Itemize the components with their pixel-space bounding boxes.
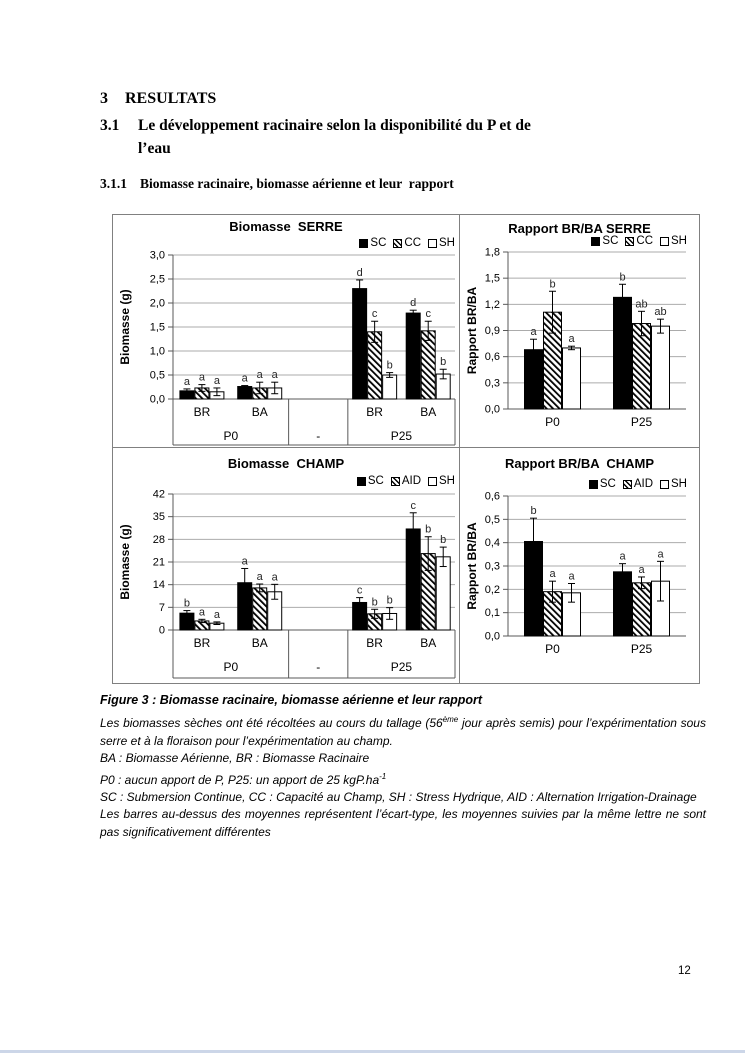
y-tick-label: 35 [152,511,165,524]
significance-letter: b [530,505,537,518]
y-tick-label: 2,0 [149,297,165,310]
legend-label: AID [633,478,654,490]
legend-label: SC [599,478,616,490]
significance-letter: d [356,266,363,279]
heading-number: 3.1 [100,117,120,134]
x-sublabel: BR [366,636,383,650]
bar-CC [421,331,435,399]
chart-title: Biomasse CHAMP [227,456,345,471]
significance-letter: a [241,372,248,385]
bar-SC [614,297,632,409]
significance-letter: d [410,297,417,310]
significance-letter: a [657,548,664,561]
bar-SC [353,289,367,399]
significance-letter: b [440,356,447,369]
y-axis-label: Biomasse (g) [118,524,132,600]
x-category-label: P0 [223,660,239,674]
legend-label: SC [602,235,619,247]
significance-letter: a [198,606,205,619]
bar-SH [563,348,581,409]
significance-letter: a [256,369,263,382]
y-tick-label: 0,0 [484,630,500,643]
significance-letter: ab [635,298,648,311]
y-tick-label: 0,0 [484,403,500,416]
heading-text: Le développement racinaire selon la disponibilité du P et de l’eau [138,117,531,157]
y-axis-label: Rapport BR/BA [465,522,479,610]
chart-title: Rapport BR/BA SERRE [508,221,651,236]
significance-letter: a [183,375,190,388]
chart-biomasse-serre [113,215,459,447]
significance-letter: a [568,570,575,583]
significance-letter: a [271,571,278,584]
y-tick-label: 2,5 [149,273,165,286]
heading-results [100,90,216,108]
y-tick-label: 28 [152,533,165,546]
significance-letter: a [619,550,626,563]
x-sublabel: BA [251,405,268,419]
significance-letter: a [213,374,220,387]
x-category-label: P0 [545,415,560,429]
x-category-label: P0 [223,429,239,443]
x-category-label: P25 [390,660,413,674]
y-tick-label: 1,5 [149,321,165,334]
x-category-label: P25 [390,429,413,443]
caption-line-errorbars: Les barres au-dessus des moyennes représentent l’écart-type, les moyennes suivies par la même lettre ne sont pas significativement différentes [100,807,706,839]
x-category-label: P0 [545,642,560,656]
y-tick-label: 0,4 [484,537,500,550]
bar-AID [633,583,651,636]
y-tick-label: 0,6 [484,490,500,503]
legend-label: SH [439,475,455,487]
y-tick-label: 0 [158,624,165,637]
significance-letter: c [356,584,363,597]
x-sublabel: BR [193,636,211,650]
x-sublabel: BR [366,405,383,419]
caption-line-treatments: SC : Submersion Continue, CC : Capacité au Champ, SH : Stress Hydrique, AID : Alternation Irrigation-Drainage [100,790,697,805]
significance-letter: a [198,371,205,384]
y-axis-label: Rapport BR/BA [465,286,479,375]
significance-letter: c [410,499,416,512]
significance-letter: c [371,308,378,321]
y-tick-label: 1,5 [484,272,500,285]
figure-3-chart-grid [112,214,700,684]
significance-letter: a [241,555,248,568]
significance-letter: b [386,594,393,607]
figure-caption [100,692,706,841]
significance-letter: a [271,369,278,382]
caption-line-ba-br: BA : Biomasse Aérienne, BR : Biomasse Racinaire [100,751,370,766]
chart-title: Rapport BR/BA CHAMP [504,456,654,471]
significance-letter: b [386,359,393,372]
y-tick-label: 42 [152,488,165,501]
significance-letter: c [425,308,431,321]
y-tick-label: 1,0 [149,345,165,358]
y-tick-label: 7 [158,601,165,614]
bar-SC [238,387,252,399]
legend-label: SC [367,475,384,487]
x-sublabel: BR [193,405,211,419]
chart-rapport-brba-serre [460,215,699,447]
caption-line-p0-p25: P0 : aucun apport de P, P25: un apport de 25 $kgP.ha^{-1}$ [100,771,387,787]
significance-letter: b [440,534,447,547]
bar-SH [383,375,397,399]
significance-letter: a [530,326,537,339]
figure-caption-title: Figure 3 : Biomasse racinaire, biomasse aérienne et leur rapport [100,693,483,707]
y-tick-label: 0,5 [149,369,165,382]
x-category-label: - [316,429,321,443]
significance-letter: b [371,596,378,609]
chart-rapport-brba-champ [460,448,699,683]
significance-letter: b [425,523,432,536]
significance-letter: ab [654,306,667,319]
legend-label: SH [671,235,687,247]
heading-section-3-1 [100,114,531,160]
significance-letter: b [619,271,626,284]
bar-AID [253,588,267,630]
significance-letter: b [549,278,556,291]
significance-letter: a [213,608,220,621]
x-sublabel: BA [420,636,437,650]
x-category-label: - [316,660,321,674]
bar-SC [614,572,632,636]
x-category-label: P25 [630,642,653,656]
legend-label: SH [439,237,455,249]
significance-letter: a [638,563,645,576]
x-sublabel: BA [251,636,268,650]
caption-line-harvest: Les biomasses sèches ont été récoltées au cours du tallage (56ème jour après semis) pour l’expérimentation sous serre et à la floraison pour l’expérimentation au champ. [100,715,706,748]
y-tick-label: 0,2 [484,583,500,596]
x-sublabel: BA [420,405,437,419]
bar-SH [652,326,670,409]
heading-number: 3.1.1 [100,176,127,191]
page-number: 12 [678,965,691,977]
chart-svg [113,448,459,683]
chart-svg [460,215,699,447]
y-tick-label: 0,5 [484,513,500,526]
x-category-label: P25 [630,415,653,429]
chart-title: Biomasse SERRE [229,219,343,234]
y-tick-label: 21 [152,556,165,569]
legend-label: AID [401,475,422,487]
y-tick-label: 0,1 [484,607,500,620]
significance-letter: a [256,571,263,584]
y-tick-label: 0,3 [484,377,500,390]
chart-svg [460,448,699,683]
y-tick-label: 0,3 [484,560,500,573]
legend-label: SH [671,478,687,490]
legend-label: CC [404,237,422,249]
y-tick-label: 3,0 [149,249,165,262]
significance-letter: a [568,333,575,346]
y-tick-label: 0,6 [484,351,500,364]
y-tick-label: 0,0 [149,393,165,406]
heading-text: RESULTATS [125,90,217,107]
chart-biomasse-champ [113,448,459,683]
y-tick-label: 1,8 [484,246,500,259]
heading-section-3-1-1 [100,176,454,192]
bar-CC [633,324,651,409]
chart-svg [113,215,459,447]
bar-SH [436,557,450,630]
y-tick-label: 1,2 [484,298,500,311]
y-axis-label: Biomasse (g) [118,289,132,365]
significance-letter: b [183,597,190,610]
heading-number: 3 [100,90,108,107]
bar-SC [406,313,420,399]
significance-letter: a [549,568,556,581]
legend-label: SC [370,237,387,249]
legend-label: CC [636,235,654,247]
heading-text: Biomasse racinaire, biomasse aérienne et leur rapport [140,176,454,191]
y-tick-label: 0,9 [484,325,500,337]
y-tick-label: 14 [152,579,165,592]
